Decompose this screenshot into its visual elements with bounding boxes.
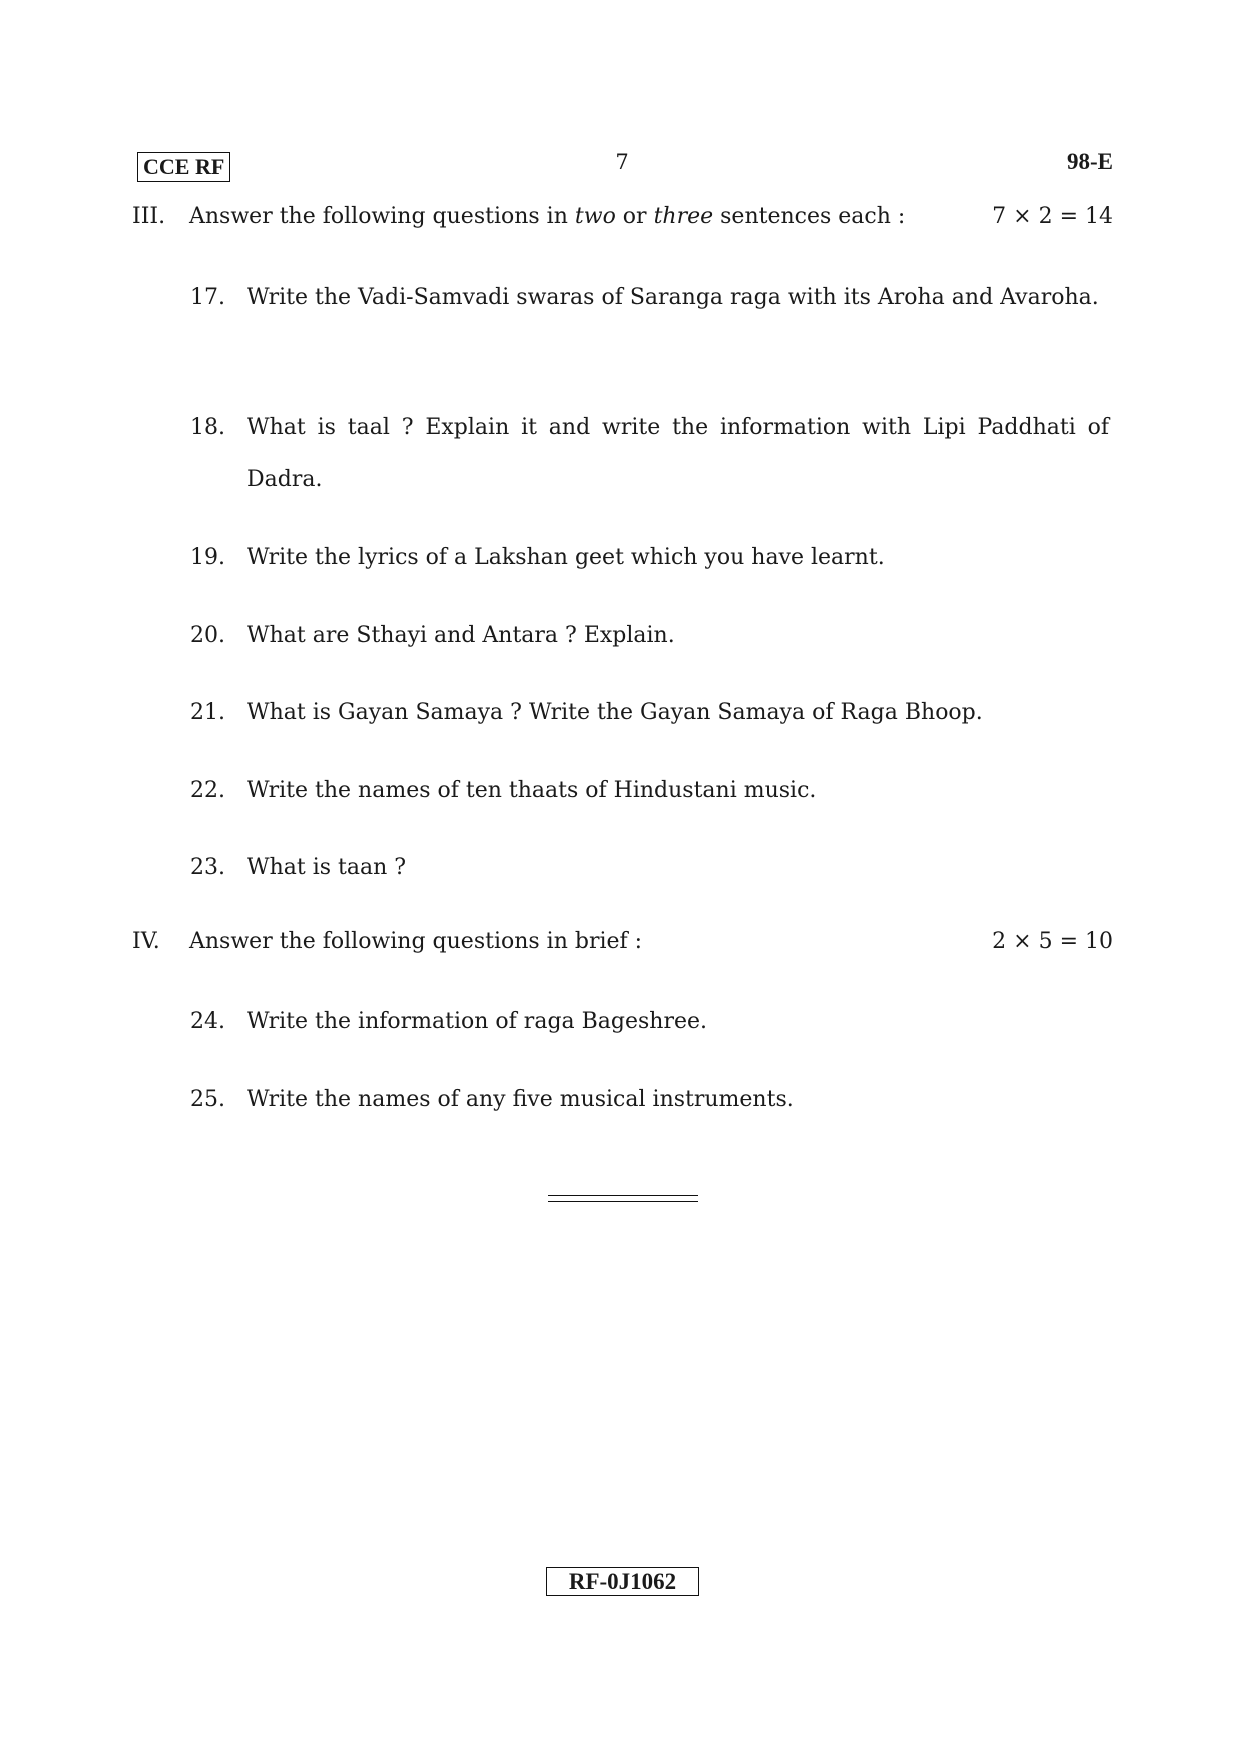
rule-line <box>548 1195 698 1196</box>
question-text: Write the Vadi-Samvadi swaras of Saranga raga with its Aroha and Avaroha. <box>247 285 1099 310</box>
question-number: 17. <box>190 285 225 310</box>
page-number: 7 <box>615 150 629 174</box>
section-iv-instruction: Answer the following questions in brief : <box>189 929 643 954</box>
question-number: 20. <box>190 623 225 648</box>
header-left-code: CCE RF <box>137 152 230 182</box>
footer-code: RF-0J1062 <box>546 1567 699 1596</box>
rule-line <box>548 1201 698 1202</box>
question-text: Write the names of any five musical instruments. <box>247 1087 794 1112</box>
question-number: 24. <box>190 1009 225 1034</box>
question-number: 25. <box>190 1087 225 1112</box>
question-text: What are Sthayi and Antara ? Explain. <box>247 623 675 648</box>
section-iii-numeral: III. <box>132 204 166 229</box>
question-text: Write the names of ten thaats of Hindustani music. <box>247 778 817 803</box>
instruction-text: or <box>615 204 654 229</box>
header-right-code: 98-E <box>1067 149 1113 174</box>
section-iii-instruction <box>189 202 905 232</box>
section-iv-numeral: IV. <box>132 929 160 954</box>
question-number: 18. <box>190 415 225 440</box>
question-text: Write the information of raga Bageshree. <box>247 1009 708 1034</box>
instruction-text: Answer the following questions in <box>189 204 575 229</box>
question-number: 21. <box>190 700 225 725</box>
question-number: 19. <box>190 545 225 570</box>
question-number: 23. <box>190 855 225 880</box>
question-number: 22. <box>190 778 225 803</box>
instruction-emphasis: three <box>653 204 714 229</box>
question-text: What is Gayan Samaya ? Write the Gayan Samaya of Raga Bhoop. <box>247 700 983 725</box>
question-text: What is taan ? <box>247 855 407 880</box>
section-iv-marks: 2 × 5 = 10 <box>992 929 1113 954</box>
instruction-text: sentences each : <box>713 204 906 229</box>
question-text: Write the lyrics of a Lakshan geet which you have learnt. <box>247 545 885 570</box>
section-iii-marks: 7 × 2 = 14 <box>992 204 1113 229</box>
instruction-emphasis: two <box>574 204 616 229</box>
question-text: What is taal ? Explain it and write the information with Lipi Paddhati of Dadra. <box>247 415 1109 492</box>
